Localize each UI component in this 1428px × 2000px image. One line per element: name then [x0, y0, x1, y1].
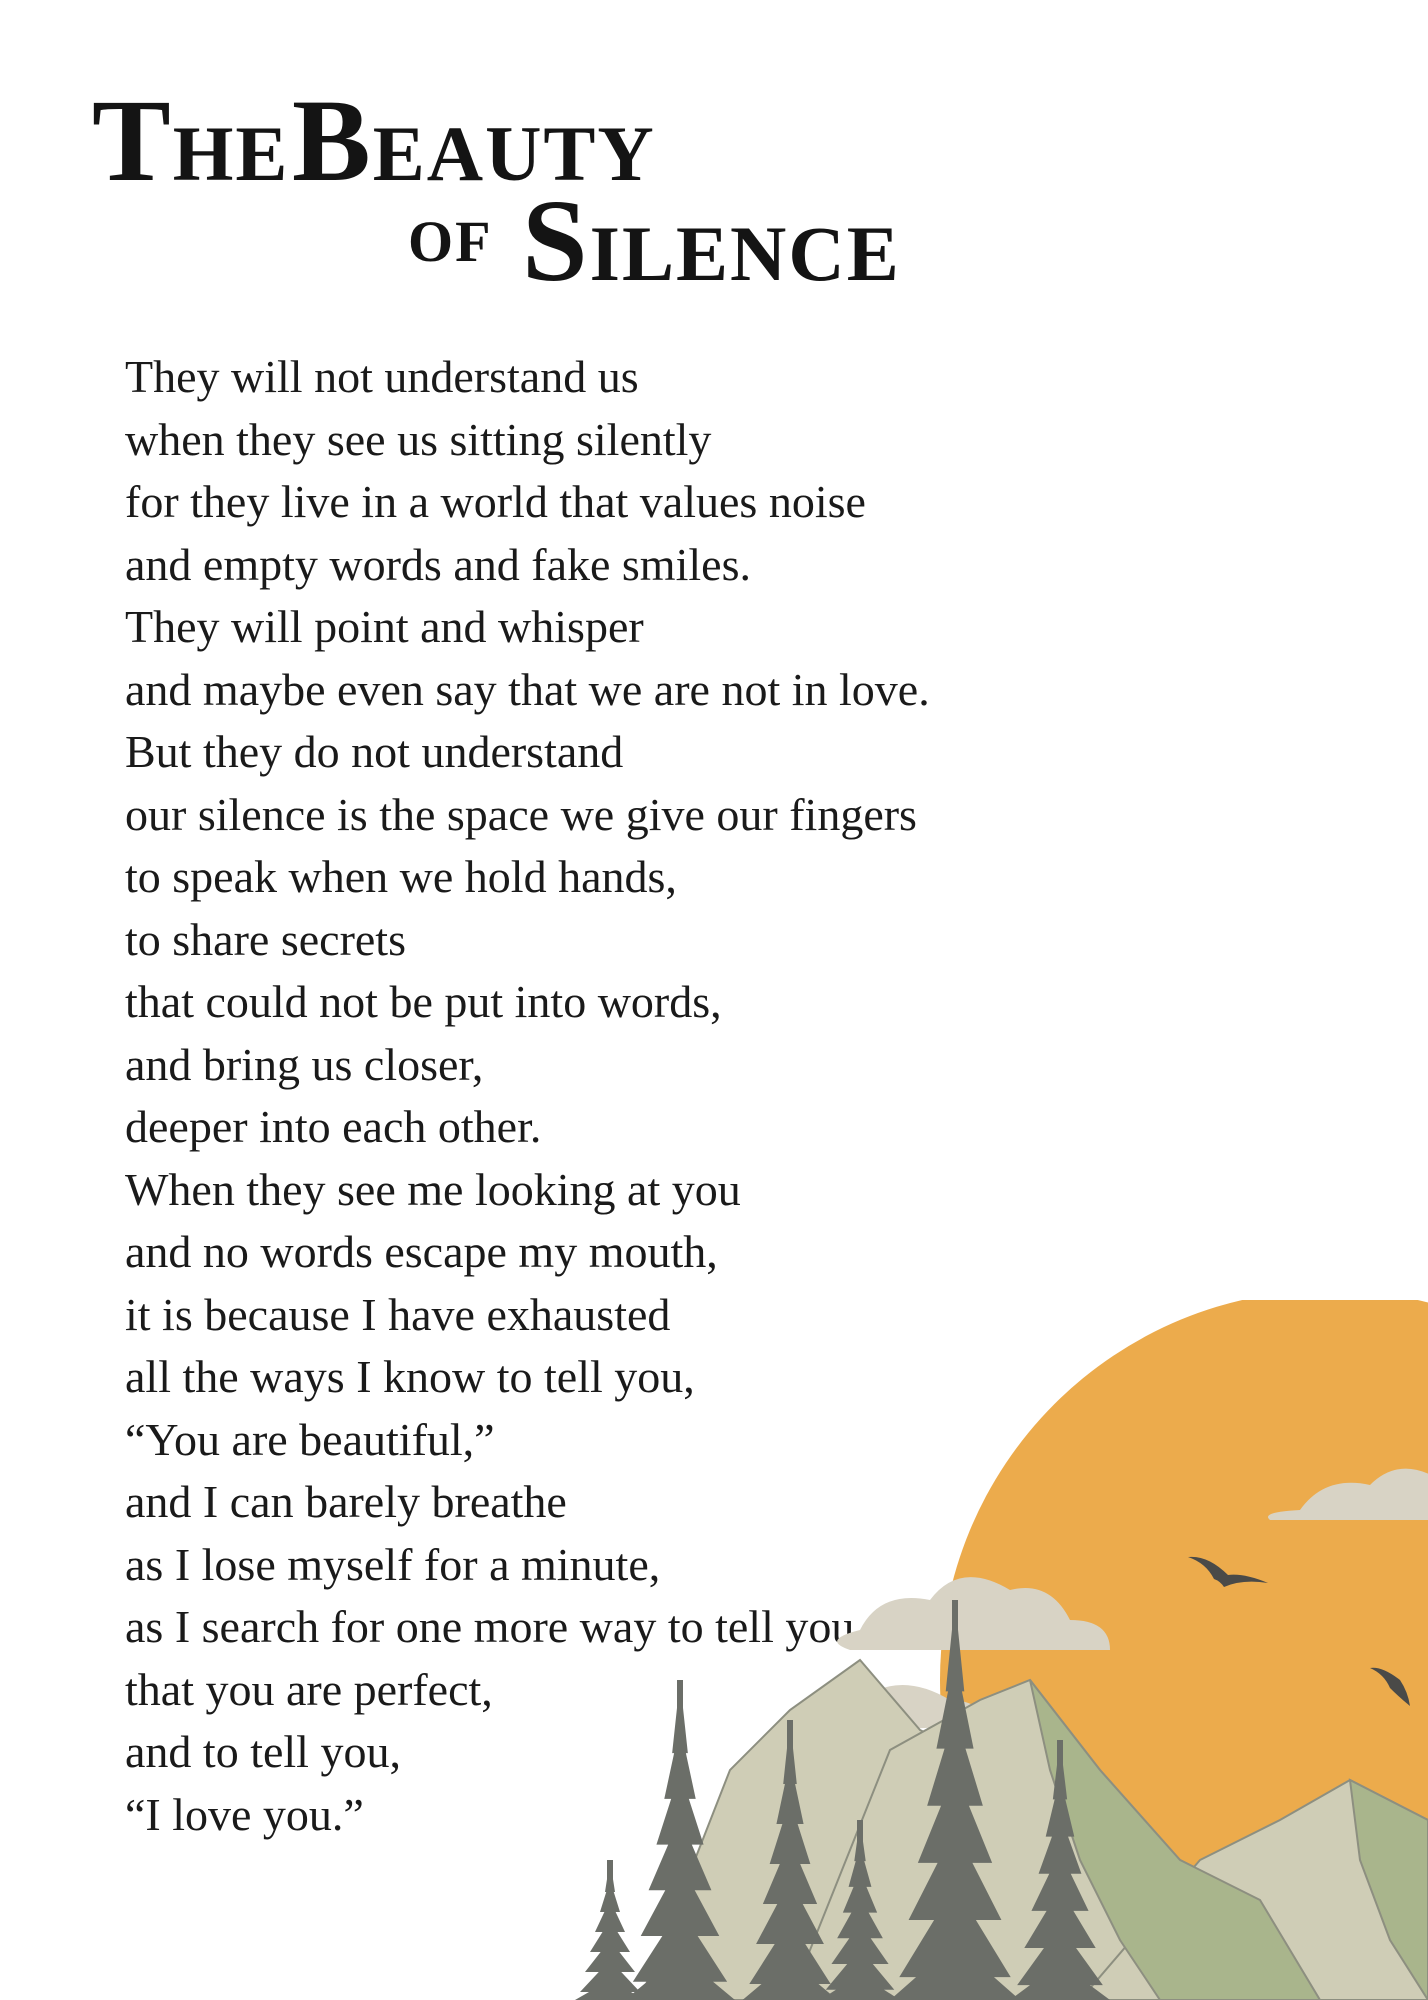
poem-line: it is because I have exhausted — [125, 1288, 671, 1340]
title-word-the: THE — [92, 75, 290, 206]
poem-line: “You are beautiful,” — [125, 1413, 495, 1465]
poem-line: when they see us sitting silently — [125, 413, 712, 465]
poem-line: deeper into each other. — [125, 1101, 542, 1152]
poem-line: that you are perfect, — [125, 1663, 493, 1715]
poem-line: our silence is the space we give our fingers — [125, 788, 917, 840]
poem-line: as I lose myself for a minute, — [125, 1538, 661, 1590]
poem-line: When they see me looking at you — [125, 1163, 741, 1215]
mountain-sunset-illustration — [560, 1300, 1428, 2000]
poem-line: “I love you.” — [125, 1788, 364, 1840]
poem-line: to speak when we hold hands, — [125, 851, 677, 902]
title-word-silence: SILENCE — [522, 175, 901, 306]
poem-line: They will not understand us — [125, 351, 639, 402]
poem-line: for they live in a world that values noise — [125, 476, 866, 527]
poem-line: But they do not understand — [125, 726, 624, 777]
poem-title — [0, 0, 1428, 330]
poem-line: and to tell you, — [125, 1726, 401, 1777]
poem-line: as I search for one more way to tell you — [125, 1601, 855, 1652]
title-word-beauty: BEAUTY — [292, 75, 656, 206]
pine-tree — [575, 1860, 645, 2000]
poem-line: and empty words and fake smiles. — [125, 538, 751, 590]
poem-line: that could not be put into words, — [125, 976, 722, 1027]
title-word-of: OF — [408, 209, 493, 274]
poem-line: to share secrets — [125, 913, 406, 965]
poem-line: and no words escape my mouth, — [125, 1226, 718, 1277]
poem-line: and I can barely breathe — [125, 1476, 567, 1527]
poem-line: and maybe even say that we are not in love. — [125, 663, 930, 715]
poem-line: and bring us closer, — [125, 1038, 484, 1090]
poem-line: all the ways I know to tell you, — [125, 1351, 695, 1402]
poem-line: They will point and whisper — [125, 601, 644, 652]
